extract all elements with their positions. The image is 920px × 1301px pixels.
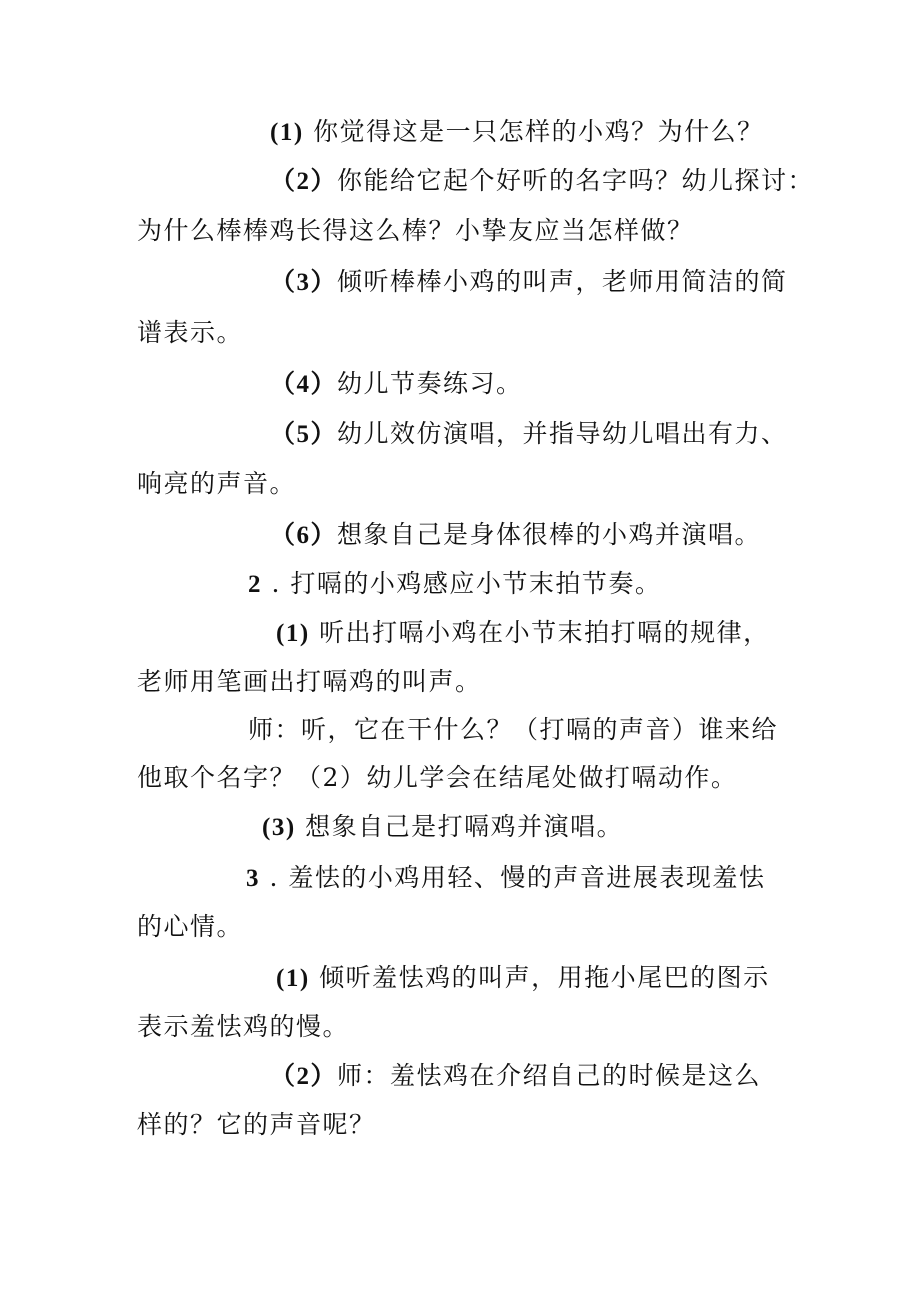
item-number: （4） xyxy=(270,371,338,398)
line-13 xyxy=(248,714,778,746)
line-text: 老师用笔画出打嗝鸡的叫声。 xyxy=(137,667,482,696)
line-17 xyxy=(137,911,243,943)
line-text: 想象自己是打嗝鸡并演唱。 xyxy=(295,812,624,841)
line-text: 为什么棒棒鸡长得这么棒？小挚友应当怎样做？ xyxy=(137,216,694,245)
line-1 xyxy=(270,116,764,149)
item-number: (1) xyxy=(276,620,310,647)
line-16 xyxy=(246,862,765,895)
line-text: . 打嗝的小鸡感应小节末拍节奏。 xyxy=(262,569,662,598)
line-9 xyxy=(270,519,761,552)
line-text: 听出打嗝小鸡在小节末拍打嗝的规律， xyxy=(309,618,770,647)
item-number: （3） xyxy=(270,269,338,296)
line-19 xyxy=(137,1011,349,1043)
line-5 xyxy=(137,317,243,349)
line-text: 谱表示。 xyxy=(137,318,244,347)
line-7 xyxy=(270,418,788,451)
item-number: (1) xyxy=(270,119,304,146)
line-4 xyxy=(270,266,788,299)
line-text: 你能给它起个好听的名字吗？幼儿探讨： xyxy=(337,166,815,195)
line-12 xyxy=(137,666,482,698)
line-text: 他取个名字？（2）幼儿学会在结尾处做打嗝动作。 xyxy=(137,763,738,792)
line-18 xyxy=(276,962,770,995)
item-number: （2） xyxy=(270,1063,338,1090)
line-text: . 羞怯的小鸡用轻、慢的声音进展表现羞怯 xyxy=(260,863,766,892)
item-number: 3 xyxy=(246,865,260,892)
item-number: (3) xyxy=(262,814,296,841)
line-8 xyxy=(137,468,296,500)
line-2 xyxy=(270,165,814,198)
item-number: （6） xyxy=(270,522,338,549)
item-number: (1) xyxy=(276,965,310,992)
line-11 xyxy=(276,617,770,650)
line-text: 倾听羞怯鸡的叫声，用拖小尾巴的图示 xyxy=(309,963,770,992)
line-21 xyxy=(137,1109,376,1141)
line-text: 师：听，它在干什么？（打嗝的声音）谁来给 xyxy=(248,715,779,744)
line-15 xyxy=(262,811,623,844)
line-text: 幼儿效仿演唱，并指导幼儿唱出有力、 xyxy=(337,419,788,448)
line-3 xyxy=(137,215,694,247)
line-20 xyxy=(270,1060,761,1093)
line-text: 师：羞怯鸡在介绍自己的时候是这么 xyxy=(337,1061,762,1090)
item-number: （5） xyxy=(270,421,338,448)
line-14 xyxy=(137,762,737,794)
line-6 xyxy=(270,368,523,401)
line-text: 表示羞怯鸡的慢。 xyxy=(137,1012,350,1041)
line-text: 响亮的声音。 xyxy=(137,469,297,498)
item-number: 2 xyxy=(248,571,262,598)
line-text: 幼儿节奏练习。 xyxy=(337,369,523,398)
line-text: 倾听棒棒小鸡的叫声，老师用简洁的简 xyxy=(337,267,788,296)
line-text: 想象自己是身体很棒的小鸡并演唱。 xyxy=(337,520,762,549)
line-text: 样的？它的声音呢？ xyxy=(137,1110,376,1139)
line-10 xyxy=(248,568,661,601)
item-number: （2） xyxy=(270,168,338,195)
line-text: 你觉得这是一只怎样的小鸡？为什么？ xyxy=(303,117,764,146)
line-text: 的心情。 xyxy=(137,912,244,941)
